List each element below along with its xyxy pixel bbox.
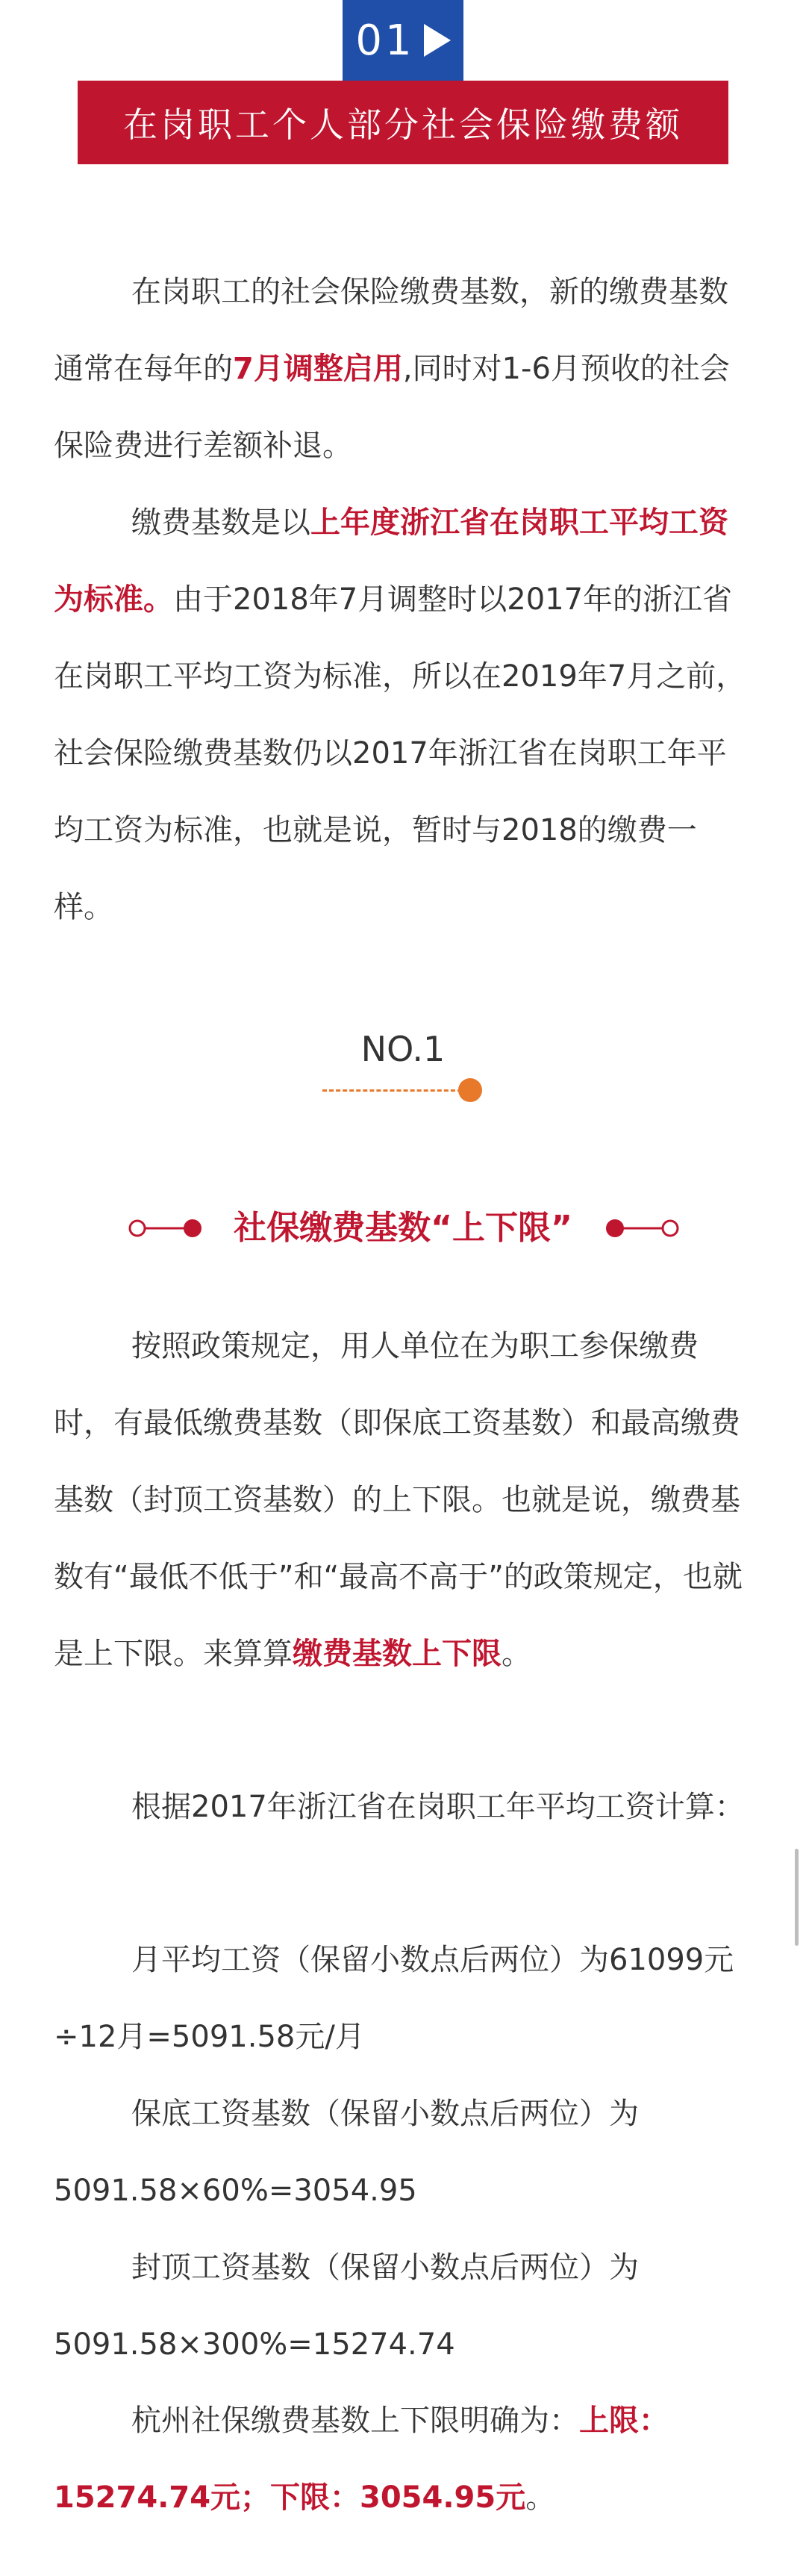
section-number: 01 xyxy=(355,16,415,65)
body-text: 杭州社保缴费基数上下限明确为： xyxy=(131,2404,579,2438)
subheading: 社保缴费基数“上下限” xyxy=(234,1209,572,1247)
highlight-text: 缴费基数上下限 xyxy=(293,1637,502,1671)
highlight-text: 上限：15274.74元；下限：3054.95元 xyxy=(54,2404,669,2515)
body-text: 月平均工资（保留小数点后两位）为61099元÷12月=5091.58元/月 xyxy=(54,1943,734,2054)
orange-dot-icon xyxy=(458,1078,482,1102)
no-heading: NO.1 xyxy=(360,1029,446,1069)
highlight-text: 7月调整启用 xyxy=(233,352,403,386)
limits-paragraph xyxy=(54,2383,752,2536)
body-text: 封顶工资基数（保留小数点后两位）为5091.58×300%=15274.74 xyxy=(54,2250,639,2362)
maximum-base-paragraph xyxy=(54,2230,752,2383)
section-title: 在岗职工个人部分社会保险缴费额 xyxy=(78,81,728,164)
body-text: 保底工资基数（保留小数点后两位）为5091.58×60%=3054.95 xyxy=(54,2097,639,2208)
intro-text: 由于2018年7月调整时以2017年的浙江省在岗职工平均工资为标准，所以在2019年7月之前，社会保险缴费基数仍以2017年浙江省在岗职工年平均工资为标准，也就是说，暂时与2018的缴费一样。 xyxy=(54,582,746,924)
body-text: 。 xyxy=(502,1637,531,1671)
scrollbar[interactable] xyxy=(795,1849,799,1946)
minimum-base-paragraph xyxy=(54,2076,752,2230)
highlight-text: 上年度浙江省在岗职工平均工资为标准。 xyxy=(54,505,728,617)
section-number-badge xyxy=(343,0,463,81)
play-arrow-icon xyxy=(424,24,451,57)
right-dot-line-icon xyxy=(604,1217,679,1239)
intro-text: 在岗职工的社会保险缴费基数，新的缴费基数通常在每年的 xyxy=(54,275,728,386)
intro-paragraph-1 xyxy=(54,254,752,485)
monthly-wage-paragraph xyxy=(54,1922,752,2076)
intro-text: 缴费基数是以 xyxy=(131,505,310,540)
body-text: 根据2017年浙江省在岗职工年平均工资计算： xyxy=(131,1790,745,1824)
body-text: 按照政策规定，用人单位在为职工参保缴费时，有最低缴费基数（即保底工资基数）和最高缴费基数（封顶工资基数）的上下限。也就是说，缴费基数有“最低不低于”和“最高不高于”的政策规定，也就是上下限。来算算 xyxy=(54,1329,743,1671)
intro-paragraph-2 xyxy=(54,485,752,946)
dashed-divider xyxy=(322,1089,469,1092)
policy-paragraph xyxy=(54,1308,752,1693)
basis-paragraph xyxy=(54,1769,752,1846)
intro-text: ,同时对1-6月预收的社会保险费进行差额补退。 xyxy=(54,352,730,463)
body-text: 。 xyxy=(525,2480,556,2515)
